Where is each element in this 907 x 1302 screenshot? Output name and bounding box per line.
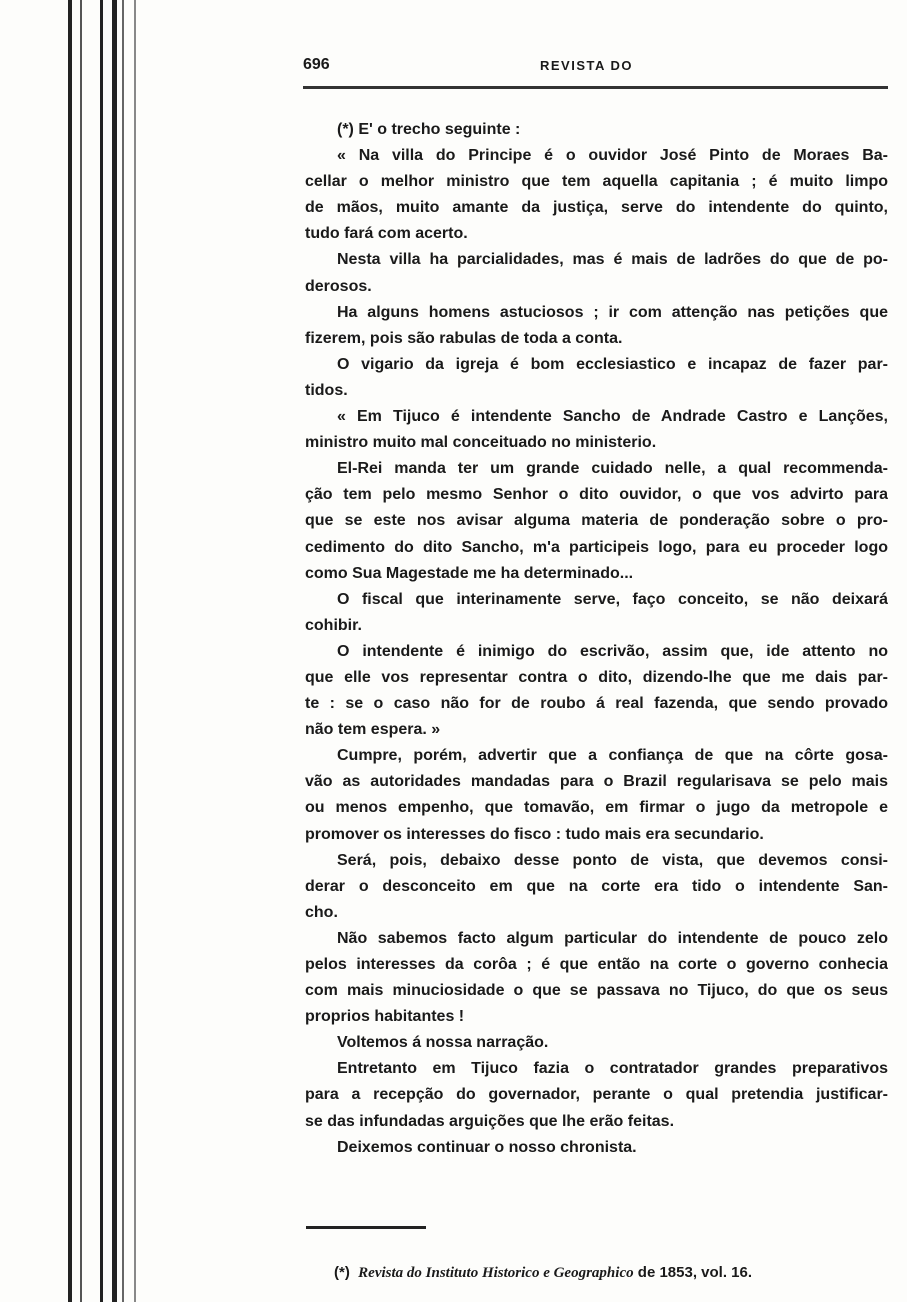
paragraph [305,1030,888,1056]
binding-shadow [122,0,124,1302]
paragraph [305,404,888,456]
footnote-marker: (*) [334,1264,350,1281]
text-line: cellar o melhor ministro que tem aquella capitania ; é muito limpo [305,173,888,191]
text-line: derar o desconceito em que na corte era tido o intendente San- [305,877,888,895]
text-line: que elle vos representar contra o dito, dizendo-lhe que me dais par- [305,668,888,686]
paragraph [305,1056,888,1134]
text-line: que se este nos avisar alguma materia de ponderação sobre o pro- [305,512,888,530]
binding-shadow [134,0,136,1302]
text-line: se das infundadas arguições que lhe erão feitas. [305,1112,675,1130]
body-text [305,117,888,1161]
text-line: cohibir. [305,616,362,634]
text-line: El-Rei manda ter um grande cuidado nelle, a qual recommenda- [337,460,888,478]
running-title: REVISTA DO [540,58,634,73]
paragraph [305,743,888,847]
paragraph [305,639,888,743]
text-line: Cumpre, porém, advertir que a confiança de que na côrte gosa- [337,747,888,765]
text-line: « Na villa do Principe é o ouvidor José Pinto de Moraes Ba- [337,147,888,165]
binding-shadow [80,0,82,1302]
text-line: proprios habitantes ! [305,1008,465,1026]
footnote-rule [306,1226,426,1229]
page-number: 696 [303,56,330,73]
text-line: tudo fará com acerto. [305,225,468,243]
paragraph [305,1135,888,1161]
text-line: Não sabemos facto algum particular do intendente de pouco zelo [337,929,888,947]
header-rule [303,86,888,89]
text-line: vão as autoridades mandadas para o Brazil regularisava se pelo mais [305,773,888,791]
paragraph [305,848,888,926]
paragraph [305,247,888,299]
text-line: Deixemos continuar o nosso chronista. [337,1138,637,1156]
text-line: com mais minuciosidade o que se passava no Tijuco, do que os seus [305,982,888,1000]
text-line: ou menos empenho, que tomavão, em firmar o jugo da metropole e [305,799,888,817]
binding-shadow [112,0,117,1302]
text-line: cho. [305,903,338,921]
paragraph [305,352,888,404]
text-line: cedimento do dito Sancho, m'a participeis logo, para eu proceder logo [305,538,888,556]
text-line: fizerem, pois são rabulas de toda a conta. [305,329,623,347]
footnote [334,1264,752,1282]
text-line: « Em Tijuco é intendente Sancho de Andrade Castro e Lanções, [337,408,888,426]
text-line: pelos interesses da corôa ; é que então na corte o governo conhecia [305,956,888,973]
text-line: Ha alguns homens astuciosos ; ir com attenção nas petições que [337,303,888,321]
text-line: te : se o caso não for de roubo á real fazenda, que sendo provado [305,695,888,713]
text-line: para a recepção do governador, perante o qual pretendia justificar- [305,1086,888,1104]
text-line: Será, pois, debaixo desse ponto de vista, que devemos consi- [337,851,888,869]
text-line: Entretanto em Tijuco fazia o contratador grandes preparativos [337,1060,888,1078]
text-line: O intendente é inimigo do escrivão, assim que, ide attento no [337,642,888,660]
text-line: O fiscal que interinamente serve, faço conceito, se não deixará [337,590,888,608]
paragraph [305,926,888,1030]
text-line: O vigario da igreja é bom ecclesiastico e incapaz de fazer par- [337,355,888,373]
text-line: (*) E' o trecho seguinte : [337,121,521,138]
text-line: derosos. [305,277,372,295]
text-line: Nesta villa ha parcialidades, mas é mais de ladrões do que de po- [337,251,888,269]
text-line: promover os interesses do fisco : tudo mais era secundario. [305,825,764,843]
text-line: como Sua Magestade me ha determinado... [305,564,634,582]
paragraph [305,143,888,247]
text-line: tidos. [305,381,348,399]
text-line: não tem espera. » [305,721,441,739]
text-line: Voltemos á nossa narração. [337,1034,549,1052]
text-line: de mãos, muito amante da justiça, serve do intendente do quinto, [305,199,888,217]
footnote-rest: de 1853, vol. 16. [637,1264,753,1281]
paragraph [305,587,888,639]
binding-shadow [68,0,72,1302]
text-line: ministro muito mal conceituado no ministerio. [305,434,657,452]
text-line: ção tem pelo mesmo Senhor o dito ouvidor, o que vos advirto para [305,486,888,504]
footnote-title: Revista do Instituto Historico e Geographico [358,1265,634,1281]
binding-shadow [100,0,103,1302]
paragraph [305,300,888,352]
paragraph [305,456,888,586]
paragraph [305,117,888,143]
